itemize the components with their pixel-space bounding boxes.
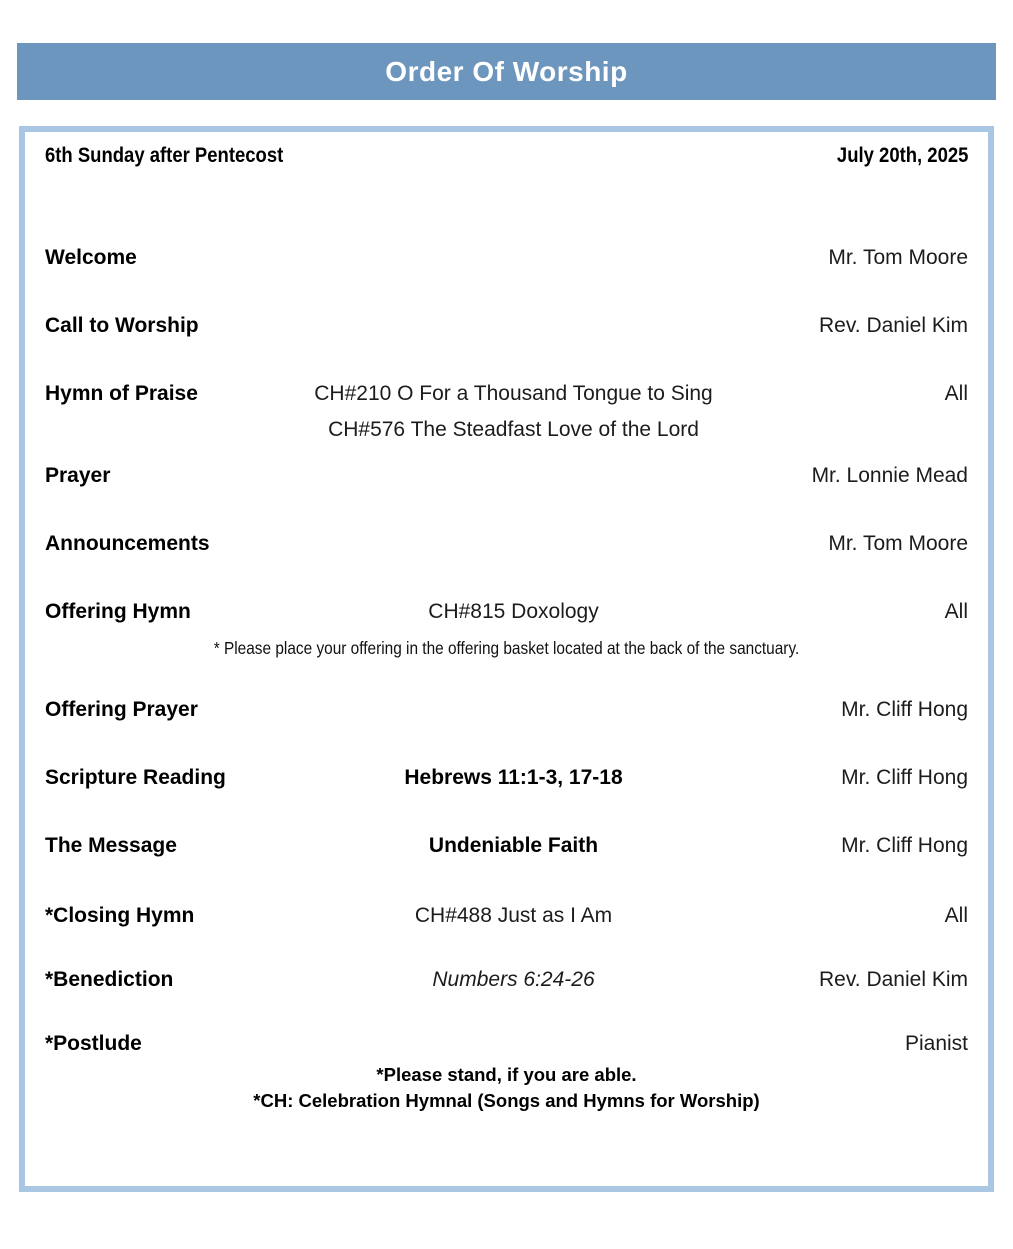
item-person: Mr. Tom Moore [828, 532, 968, 555]
order-item-the-message [45, 832, 968, 860]
item-person: All [944, 600, 968, 623]
order-item-offering-prayer [45, 696, 968, 724]
order-of-worship-box [19, 126, 994, 1192]
bulletin-header [45, 142, 968, 170]
order-item-scripture-reading [45, 764, 968, 792]
item-label: Announcements [45, 532, 210, 555]
item-person: Mr. Cliff Hong [841, 766, 968, 789]
item-label: Call to Worship [45, 314, 199, 337]
order-item-closing-hymn [45, 902, 968, 930]
item-label: *Postlude [45, 1032, 142, 1055]
hymn-title-1: CH#210 O For a Thousand Tongue to Sing [314, 382, 713, 405]
item-person: Mr. Tom Moore [828, 246, 968, 269]
order-item-benediction [45, 966, 968, 994]
sermon-title: Undeniable Faith [428, 834, 599, 857]
order-item-offering-hymn [45, 598, 968, 626]
item-label: Offering Prayer [45, 698, 198, 721]
item-person: All [944, 904, 968, 927]
item-person: All [944, 382, 968, 405]
hymn-title-2: CH#576 The Steadfast Love of the Lord [328, 418, 699, 441]
occasion-text: 6th Sunday after Pentecost [45, 144, 284, 167]
page-title: Order Of Worship [385, 55, 628, 87]
item-detail: CH#488 Just as I Am [414, 904, 613, 927]
offering-note: * Please place your offering in the offering basket located at the back of the sanctuary. [213, 638, 800, 658]
item-detail [297, 376, 730, 448]
item-label: Hymn of Praise [45, 382, 198, 405]
order-item-prayer [45, 462, 968, 490]
title-banner [17, 43, 996, 100]
item-label: *Benediction [45, 968, 174, 991]
date-text: July 20th, 2025 [836, 144, 968, 167]
bulletin-footnotes [45, 1062, 968, 1114]
item-label: Scripture Reading [45, 766, 226, 789]
item-person: Mr. Cliff Hong [841, 834, 968, 857]
item-person: Pianist [904, 1032, 968, 1055]
item-person: Rev. Daniel Kim [819, 968, 968, 991]
order-item-postlude [45, 1030, 968, 1058]
item-person: Rev. Daniel Kim [819, 314, 968, 337]
scripture-reference: Hebrews 11:1-3, 17-18 [404, 766, 623, 789]
item-detail: CH#815 Doxology [428, 600, 599, 623]
order-item-call-to-worship [45, 312, 968, 340]
footnote-stand: *Please stand, if you are able. [376, 1064, 637, 1085]
footnote-hymnal: *CH: Celebration Hymnal (Songs and Hymns for Worship) [253, 1090, 760, 1111]
order-item-welcome [45, 244, 968, 272]
order-item-announcements [45, 530, 968, 558]
order-item-hymn-of-praise [45, 376, 968, 448]
item-person: Mr. Cliff Hong [841, 698, 968, 721]
item-label: *Closing Hymn [45, 904, 195, 927]
item-label: Offering Hymn [45, 600, 191, 623]
benediction-reference: Numbers 6:24-26 [432, 968, 595, 991]
item-label: Prayer [45, 464, 111, 487]
item-label: The Message [45, 834, 177, 857]
item-label: Welcome [45, 246, 137, 269]
item-person: Mr. Lonnie Mead [811, 464, 968, 487]
